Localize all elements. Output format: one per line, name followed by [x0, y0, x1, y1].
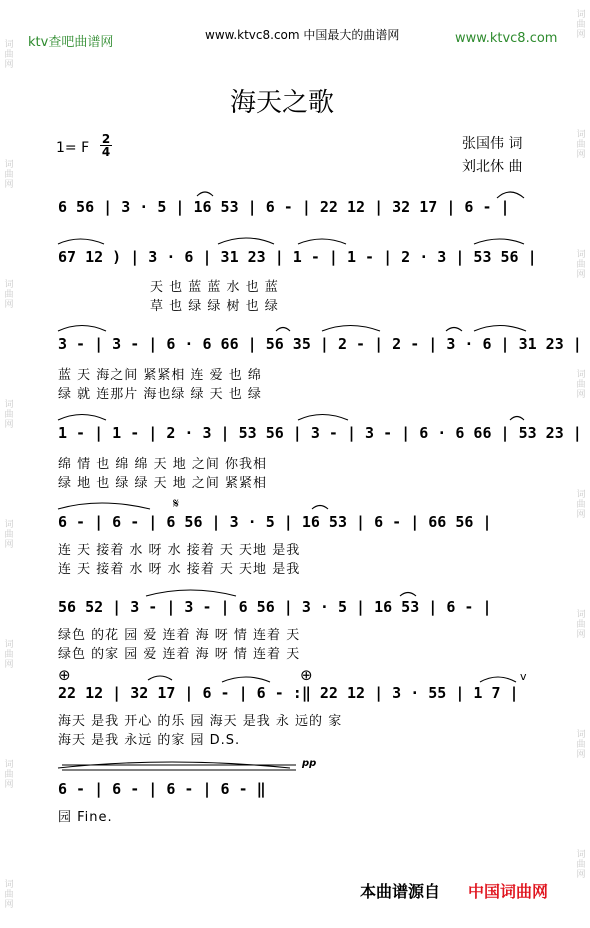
score-row-6-lyrics-1: 绿色 的花 园 爱 连着 海 呀 情 连着 天 [58, 628, 301, 643]
watermark-text: 词曲网 [576, 730, 586, 760]
footer-source-site[interactable]: 中国词曲网 [468, 882, 549, 901]
tie-arc [218, 238, 274, 244]
tie-arc [497, 192, 524, 198]
tie-arc [58, 503, 150, 509]
watermark-text: 词曲网 [4, 400, 14, 430]
watermark-text: 词曲网 [4, 160, 14, 190]
score-row-4-lyrics-1: 绵 情 也 绵 绵 天 地 之间 你我相 [58, 457, 268, 472]
watermark-text: 词曲网 [4, 880, 14, 910]
score-row-2-lyrics-1: 天 也 蓝 蓝 水 也 蓝 [150, 280, 279, 295]
watermark-text: 词曲网 [576, 610, 586, 640]
header-right-site[interactable]: www.ktvc8.com [455, 31, 558, 46]
score-row-2-lyrics-2: 草 也 绿 绿 树 也 绿 [150, 299, 279, 314]
tie-arc [446, 328, 462, 332]
score-row-5-notes: 6 - | 6 - | 6 56 | 3 · 5 | 16 53 | 6 - | 66 56 | [58, 513, 492, 531]
score-row-5-lyrics-1: 连 天 接着 水 呀 水 接着 天 天地 是我 [58, 543, 301, 558]
header-left-site[interactable]: ktv查吧曲谱网 [28, 35, 114, 50]
song-title: 海天之歌 [230, 88, 335, 118]
score-row-3-lyrics-1: 蓝 天 海之间 紧紧相 连 爱 也 绵 [58, 368, 262, 383]
score-row-8-notes: 6 - | 6 - | 6 - | 6 - ‖ [58, 780, 266, 798]
score-row-5-lyrics-2: 连 天 接着 水 呀 水 接着 天 天地 是我 [58, 562, 301, 577]
watermark-text: 词曲网 [576, 850, 586, 880]
tie-arc [298, 415, 348, 421]
tie-arc [58, 415, 106, 421]
watermark-text: 词曲网 [4, 280, 14, 310]
score-row-3-lyrics-2: 绿 就 连那片 海也绿 绿 天 也 绿 [58, 387, 262, 402]
watermark-text: 词曲网 [576, 250, 586, 280]
tie-arc [222, 677, 270, 682]
tie-arc [474, 239, 524, 244]
tie-arc [400, 593, 416, 597]
lyricist: 张国伟 词 [462, 136, 523, 152]
coda-mark-start: ⊕ [58, 666, 71, 684]
segno-mark: 𝄋 [173, 496, 180, 512]
footer-source-label: 本曲谱源自 [360, 882, 441, 901]
score-row-7-lyrics-2: 海天 是我 永远 的家 园 D.S. [58, 733, 241, 748]
watermark-text: 词曲网 [576, 490, 586, 520]
watermark-text: 词曲网 [576, 10, 586, 40]
tie-arc [322, 326, 380, 332]
key-signature: 1= F [56, 140, 90, 156]
score-row-6-notes: 56 52 | 3 - | 3 - | 6 56 | 3 · 5 | 16 53 | 6 - | [58, 598, 492, 616]
breath-mark: v [520, 670, 527, 683]
score-row-8-lyrics-1: 园 Fine. [58, 810, 113, 825]
watermark-text: 词曲网 [4, 40, 14, 70]
watermark-text: 词曲网 [576, 370, 586, 400]
tie-arc [148, 676, 172, 680]
score-row-1-notes: 6 56 | 3 · 5 | 16 53 | 6 - | 22 12 | 32 17 | 6 - | [58, 198, 510, 216]
watermark-text: 词曲网 [4, 520, 14, 550]
score-row-7-notes: 22 12 | 32 17 | 6 - | 6 - :‖ 22 12 | 3 · 55 | 1 7 | [58, 684, 519, 702]
score-row-6-lyrics-2: 绿色 的家 园 爱 连着 海 呀 情 连着 天 [58, 647, 301, 662]
tie-arc [276, 328, 290, 332]
composer: 刘北休 曲 [462, 159, 523, 175]
tie-arc [312, 506, 328, 510]
watermark-text: 词曲网 [4, 640, 14, 670]
score-row-3-notes: 3 - | 3 - | 6 · 6 66 | 56 35 | 2 - | 2 - | 3 · 6 | 31 23 | [58, 335, 582, 353]
coda-mark-end: ⊕ [300, 666, 313, 684]
score-row-2-notes: 67 12 ) | 3 · 6 | 31 23 | 1 - | 1 - | 2 · 3 | 53 56 | [58, 248, 537, 266]
score-row-7-lyrics-1: 海天 是我 开心 的乐 园 海天 是我 永 远的 家 [58, 714, 343, 729]
watermark-text: 词曲网 [576, 130, 586, 160]
tie-arc [510, 417, 524, 421]
score-row-4-notes: 1 - | 1 - | 2 · 3 | 53 56 | 3 - | 3 - | 6 · 6 66 | 53 23 | [58, 424, 582, 442]
watermark-text: 词曲网 [4, 760, 14, 790]
score-row-4-lyrics-2: 绿 地 也 绿 绿 天 地 之间 紧紧相 [58, 476, 268, 491]
pianissimo-mark: pp [302, 758, 317, 769]
tie-arc [298, 239, 346, 244]
time-signature-top: 2 [101, 132, 111, 146]
tie-arc [146, 590, 236, 596]
tie-arc [58, 239, 104, 244]
time-signature-bottom: 4 [101, 145, 111, 159]
tie-arc [58, 326, 106, 332]
tie-arc [197, 192, 213, 196]
header-center-site[interactable]: www.ktvc8.com 中国最大的曲谱网 [205, 28, 400, 42]
tie-arc [474, 326, 526, 332]
tie-arc [480, 677, 516, 682]
